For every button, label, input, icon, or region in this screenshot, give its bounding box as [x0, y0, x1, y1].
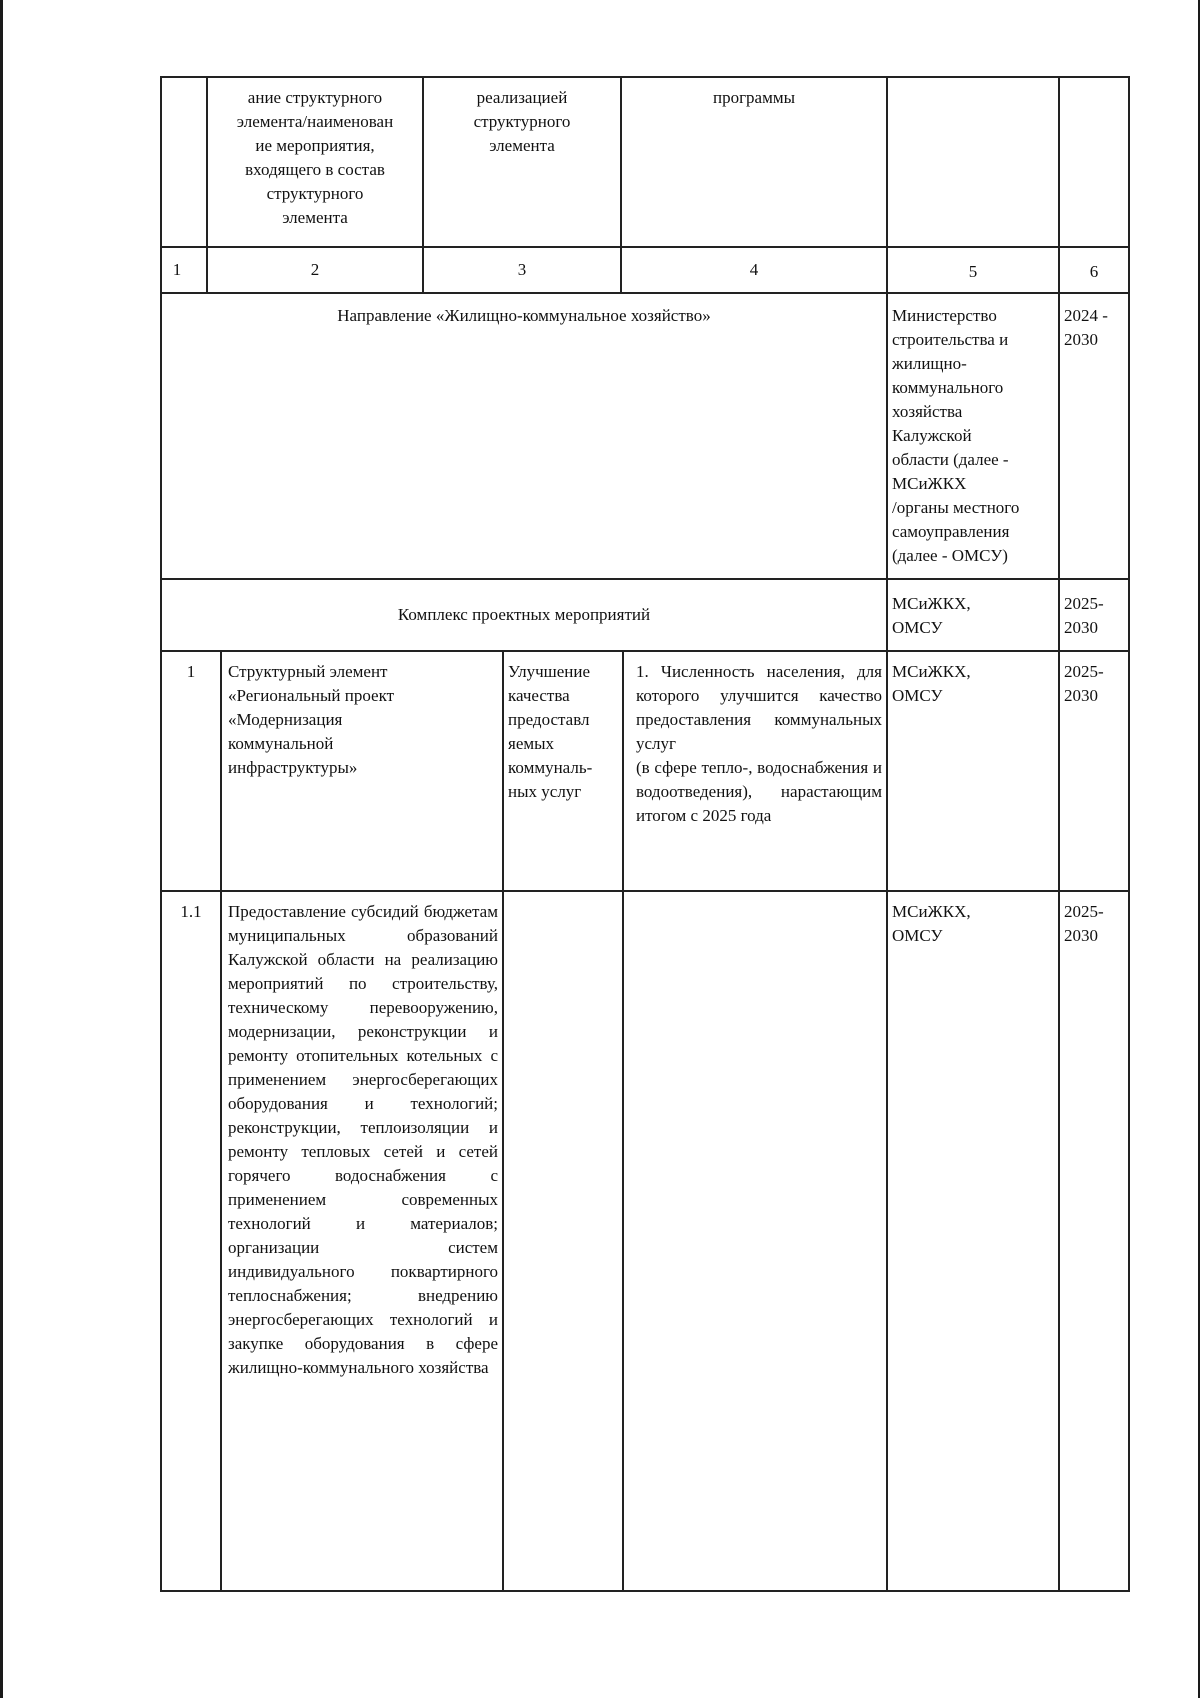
element-period: 2025- 2030	[1064, 662, 1104, 705]
table-border-right	[1128, 76, 1130, 1592]
row-rule-3	[160, 890, 1130, 892]
row-rule-2	[160, 650, 1130, 652]
row-rule-1	[160, 578, 1130, 580]
element-number: 1	[186, 662, 196, 681]
header-rule	[160, 246, 1130, 248]
table-border-bottom	[160, 1590, 1130, 1592]
measure-period: 2025- 2030	[1064, 902, 1104, 945]
element-indicator: 1. Численность населения, для которого улучшится качество предоставления коммунальных услуг (в сфере тепло-, водоснабжения и водоотведения), нарастающим итогом с 2025 года	[636, 662, 882, 825]
complex-responsible: МСиЖКХ, ОМСУ	[892, 594, 971, 637]
element-responsible: МСиЖКХ, ОМСУ	[892, 662, 971, 705]
header-col2: ание структурного элемента/наименован ие мероприятия, входящего в состав структурного элемента	[236, 88, 394, 227]
column-number-3: 3	[517, 260, 527, 279]
direction-period: 2024 - 2030	[1064, 306, 1108, 349]
column-number-4: 4	[749, 260, 759, 279]
header-col3: реализацией структурного элемента	[473, 88, 571, 155]
table-border-top	[160, 76, 1130, 78]
element-task: Улучшение качества предоставл яемых коммуналь- ных услуг	[508, 662, 593, 801]
element-name: Структурный элемент «Региональный проект «Модернизация коммунальной инфраструктуры»	[228, 662, 395, 777]
measure-number: 1.1	[180, 902, 202, 921]
body-divider-2	[502, 650, 504, 1592]
scan-edge-left	[0, 0, 3, 1698]
column-divider-6	[1058, 76, 1060, 1592]
body-divider-3	[622, 650, 624, 1592]
direction-responsible: Министерство строительства и жилищно- коммунального хозяйства Калужской области (далее - МСиЖКХ /органы местного самоуправления (далее - ОМСУ)	[892, 306, 1020, 565]
direction-title: Направление «Жилищно-коммунальное хозяйство»	[337, 306, 711, 325]
measure-responsible: МСиЖКХ, ОМСУ	[892, 902, 971, 945]
complex-title: Комплекс проектных мероприятий	[397, 605, 651, 624]
column-number-1: 1	[172, 260, 182, 279]
column-number-5: 5	[968, 262, 978, 281]
measure-name: Предоставление субсидий бюджетам муниципальных образований Калужской области на реализацию мероприятий по строительству, техническому перевооружению, модернизации, реконструкции и ремонту отопительных котельных с применением энергосберегающих оборудования и технологий; реконструкции, теплоизоляции и ремонту тепловых сетей и сетей горячего водоснабжения с применением современных технологий и материалов; организации систем индивидуального поквартирного теплоснабжения; внедрению энергосберегающих технологий и закупке оборудования в сфере жилищно-коммунального хозяйства	[228, 902, 503, 1377]
complex-period: 2025- 2030	[1064, 594, 1104, 637]
body-divider-1	[220, 650, 222, 1592]
header-col4: программы	[712, 88, 796, 107]
column-divider-5	[886, 76, 888, 1592]
column-number-2: 2	[310, 260, 320, 279]
column-numbers-rule	[160, 292, 1130, 294]
column-number-6: 6	[1089, 262, 1099, 281]
